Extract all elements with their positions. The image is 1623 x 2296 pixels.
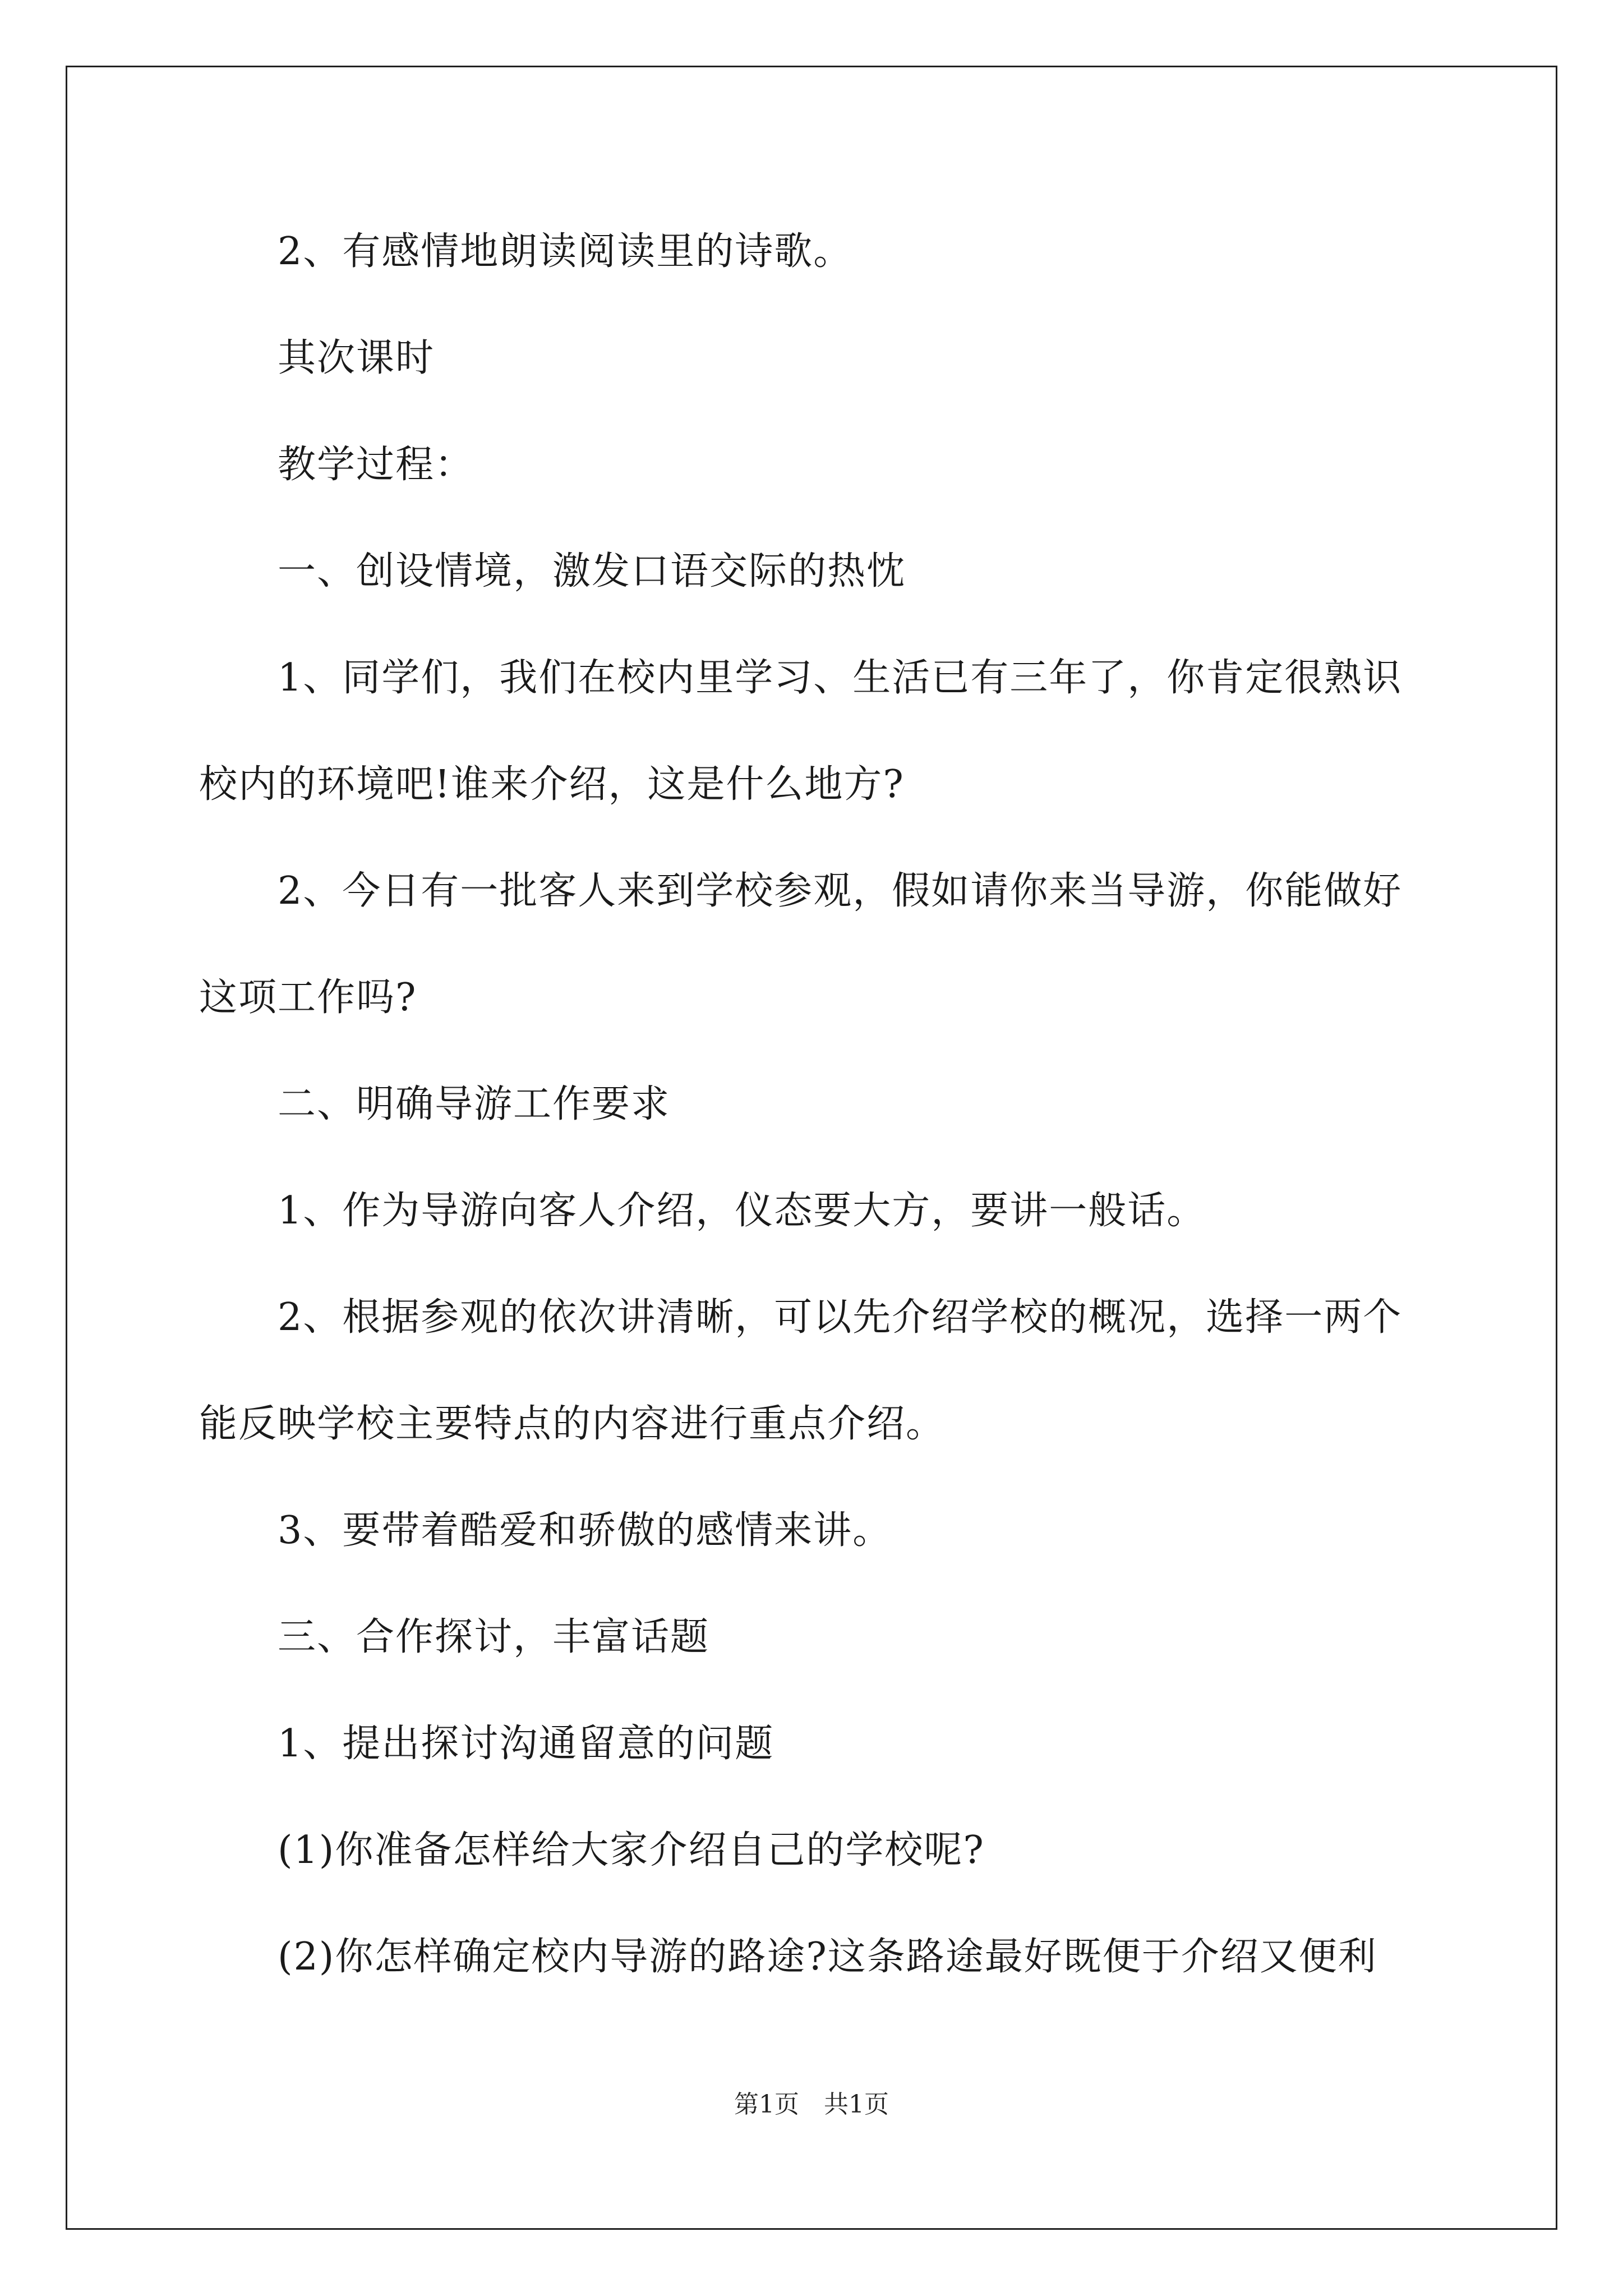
- text-line-12: 能反映学校主要特点的内容进行重点介绍。: [199, 1402, 946, 1446]
- text-line-3: 教学过程：: [278, 443, 474, 487]
- text-line-5: 1、同学们，我们在校内里学习、生活已有三年了，你肯定很熟识: [278, 656, 1403, 700]
- text-line-10: 1、作为导游向客人介绍，仪态要大方，要讲一般话。: [278, 1189, 1206, 1233]
- text-line-6: 校内的环境吧!谁来介绍，这是什么地方?: [199, 762, 905, 807]
- text-line-16: (1)你准备怎样给大家介绍自己的学校呢?: [278, 1828, 985, 1872]
- text-line-1: 2、有感情地朗读阅读里的诗歌。: [278, 229, 853, 274]
- text-line-14: 三、合作探讨，丰富话题: [278, 1615, 710, 1659]
- page-border: [66, 66, 1557, 2230]
- text-line-15: 1、提出探讨沟通留意的问题: [278, 1722, 774, 1766]
- text-line-4: 一、创设情境，激发口语交际的热忱: [278, 549, 906, 593]
- text-line-9: 二、明确导游工作要求: [278, 1082, 671, 1126]
- text-line-13: 3、要带着酷爱和骄傲的感情来讲。: [278, 1508, 892, 1553]
- text-line-8: 这项工作吗?: [199, 976, 417, 1020]
- text-line-11: 2、根据参观的依次讲清晰，可以先介绍学校的概况，选择一两个: [278, 1295, 1403, 1340]
- page-number-footer: 第1页 共1页: [734, 2090, 889, 2119]
- text-line-2: 其次课时: [278, 336, 435, 380]
- text-line-7: 2、今日有一批客人来到学校参观，假如请你来当导游，你能做好: [278, 869, 1403, 913]
- text-line-17: (2)你怎样确定校内导游的路途?这条路途最好既便于介绍又便利: [278, 1935, 1377, 1979]
